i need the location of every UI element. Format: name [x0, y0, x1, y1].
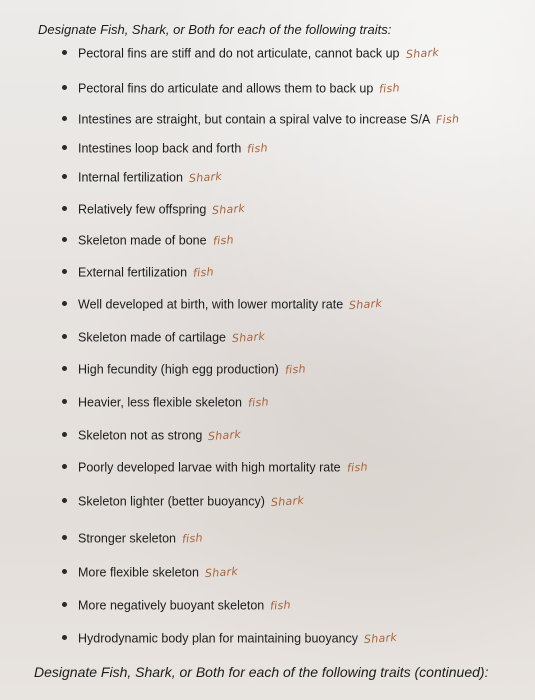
list-item	[62, 263, 214, 281]
handwritten-answer: fish	[269, 597, 292, 613]
list-item	[62, 426, 241, 444]
bullet-icon	[62, 602, 67, 607]
list-item	[62, 563, 238, 581]
trait-text: Skeleton not as strong	[78, 428, 203, 443]
trait-text: Pectoral fins do articulate and allows them to back up	[78, 81, 374, 96]
trait-text: External fertilization	[78, 265, 188, 280]
bullet-icon	[62, 399, 67, 404]
list-item	[62, 458, 367, 476]
trait-text: Hydrodynamic body plan for maintaining buoyancy	[78, 631, 359, 646]
trait-text: More negatively buoyant skeleton	[78, 598, 265, 613]
list-item	[62, 596, 291, 614]
bullet-icon	[62, 301, 67, 306]
list-item	[62, 44, 439, 62]
handwritten-answer: fish	[212, 232, 234, 248]
bullet-icon	[62, 50, 67, 55]
bullet-icon	[62, 237, 67, 242]
handwritten-answer: Shark	[405, 45, 439, 61]
bullet-icon	[62, 498, 67, 503]
worksheet-heading-continued: Designate Fish, Shark, or Both for each of the following traits (continued):	[34, 664, 489, 680]
handwritten-answer: Shark	[207, 427, 242, 443]
list-item	[62, 360, 306, 378]
trait-text: Skeleton made of bone	[78, 233, 207, 248]
trait-text: Intestines are straight, but contain a spiral valve to increase S/A	[78, 112, 431, 127]
trait-text: High fecundity (high egg production)	[78, 362, 279, 377]
trait-text: Pectoral fins are stiff and do not articulate, cannot back up	[78, 46, 400, 61]
handwritten-answer: fish	[246, 140, 269, 156]
bullet-icon	[62, 174, 67, 179]
bullet-icon	[62, 464, 67, 469]
trait-text: Heavier, less flexible skeleton	[78, 395, 242, 410]
trait-text: Poorly developed larvae with high mortality rate	[78, 460, 341, 475]
handwritten-answer: Fish	[435, 111, 460, 127]
list-item	[62, 168, 222, 186]
list-item	[62, 231, 233, 249]
trait-text: More flexible skeleton	[78, 565, 199, 580]
trait-text: Relatively few offspring	[78, 202, 207, 217]
trait-text: Internal fertilization	[78, 170, 183, 185]
bullet-icon	[62, 116, 67, 121]
bullet-icon	[62, 145, 67, 150]
list-item	[62, 295, 382, 313]
list-item	[62, 393, 269, 411]
handwritten-answer: fish	[192, 264, 215, 280]
handwritten-answer: Shark	[211, 201, 246, 217]
handwritten-answer: Shark	[363, 630, 398, 646]
trait-text: Stronger skeleton	[78, 531, 176, 546]
bullet-icon	[62, 269, 67, 274]
handwritten-answer: fish	[181, 530, 204, 546]
bullet-icon	[62, 366, 67, 371]
handwritten-answer: Shark	[270, 493, 305, 509]
bullet-icon	[62, 432, 67, 437]
handwritten-answer: fish	[247, 394, 270, 410]
bullet-icon	[62, 569, 67, 574]
trait-text: Intestines loop back and forth	[78, 141, 242, 156]
trait-text: Skeleton lighter (better buoyancy)	[78, 494, 265, 509]
handwritten-answer: Shark	[204, 564, 239, 580]
bullet-icon	[62, 334, 67, 339]
list-item	[62, 79, 400, 97]
list-item	[62, 200, 245, 218]
trait-text: Skeleton made of cartilage	[78, 330, 227, 345]
list-item	[62, 110, 460, 128]
bullet-icon	[62, 206, 67, 211]
list-item	[62, 328, 265, 346]
list-item	[62, 492, 304, 510]
handwritten-answer: Shark	[348, 296, 383, 312]
bullet-icon	[62, 85, 67, 90]
list-item	[62, 629, 397, 647]
bullet-icon	[62, 635, 67, 640]
list-item	[62, 139, 268, 157]
handwritten-answer: fish	[284, 361, 307, 377]
list-item	[62, 529, 203, 547]
trait-text: Well developed at birth, with lower mortality rate	[78, 297, 344, 312]
handwritten-answer: Shark	[188, 169, 223, 185]
handwritten-answer: fish	[378, 80, 401, 96]
handwritten-answer: fish	[346, 459, 368, 475]
bullet-icon	[62, 535, 67, 540]
worksheet-heading: Designate Fish, Shark, or Both for each of the following traits:	[38, 22, 392, 37]
handwritten-answer: Shark	[231, 329, 266, 345]
